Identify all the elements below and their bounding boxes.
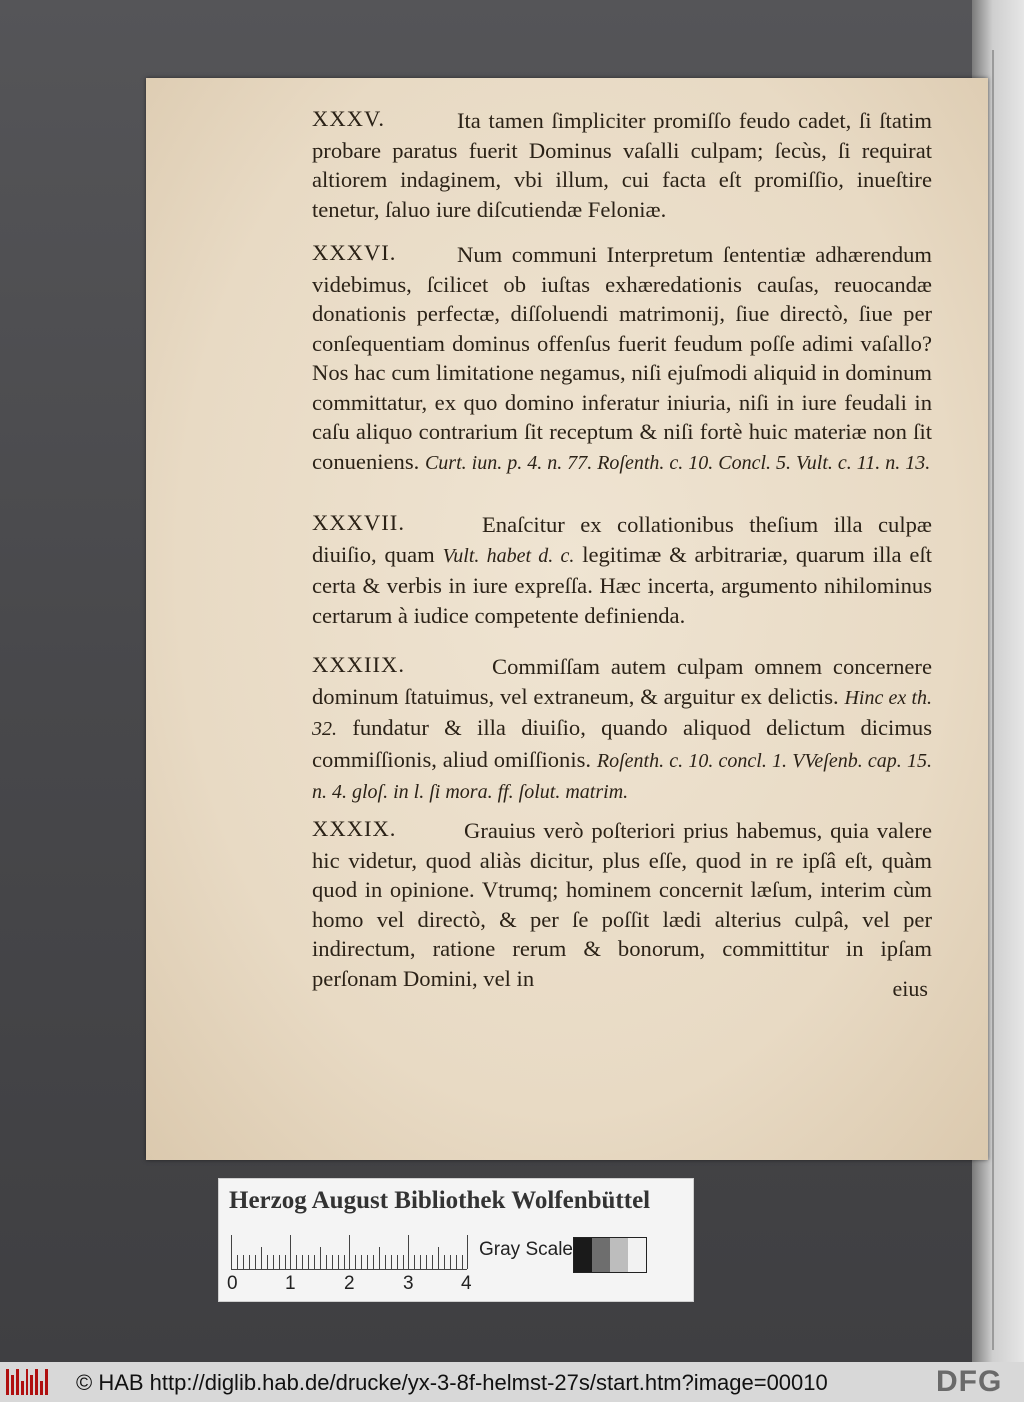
paragraph-39 bbox=[312, 816, 932, 993]
scale-ruler bbox=[231, 1235, 467, 1269]
paragraph-35 bbox=[312, 106, 932, 224]
thesis-number-38: XXXIIX. bbox=[312, 652, 405, 677]
library-color-card bbox=[218, 1178, 694, 1302]
gray-scale-swatches bbox=[573, 1237, 647, 1273]
gray-scale-label: Gray Scale bbox=[479, 1239, 573, 1260]
paragraph-38-text-b: fundatur & illa diuiſio, quando aliquod delictum dicimus commiſſionis, aliud omiſſionis. bbox=[312, 715, 932, 772]
dfg-logo: DFG bbox=[936, 1365, 1003, 1398]
source-url-link[interactable]: © HAB http://diglib.hab.de/drucke/yx-3-8f-helmst-27s/start.htm?image=00010 bbox=[76, 1370, 828, 1395]
thesis-number-39: XXXIX. bbox=[312, 816, 397, 841]
paragraph-36 bbox=[312, 240, 932, 478]
scale-number-0: 0 bbox=[227, 1273, 238, 1294]
paragraph-35-text: Ita tamen ſimpliciter promiſſo feudo cadet, ſi ſtatim probare paratus fuerit Dominus vaſalli culpam; ſecùs, ſi requirat altiorem indaginem, vbi illum, cui facta eſt promiſſio, inueſtire tenetur, ſaluo iure diſcutiendæ Feloniæ. bbox=[312, 108, 932, 222]
gray-swatch-white bbox=[628, 1238, 646, 1272]
footer-bar bbox=[0, 1362, 1024, 1402]
paragraph-37-citation: Vult. habet d. c. bbox=[442, 544, 575, 567]
library-name: Herzog August Bibliothek Wolfenbüttel bbox=[229, 1187, 651, 1214]
scale-number-3: 3 bbox=[403, 1273, 414, 1294]
paragraph-38-citation-2: Roſenth. c. 10. concl. 1. VVeſenb. cap. 15. n. 4. gloſ. in l. ſi mora. ff. ſolut. matrim. bbox=[312, 749, 932, 803]
catchword: eius bbox=[892, 976, 928, 1001]
scale-number-4: 4 bbox=[461, 1273, 472, 1294]
paragraph-38-citation-1: Hinc ex th. 32. bbox=[312, 686, 933, 740]
scale-number-2: 2 bbox=[344, 1273, 355, 1294]
hab-logo-icon bbox=[6, 1369, 48, 1395]
gray-swatch-dark bbox=[592, 1238, 610, 1272]
paragraph-39-text: Grauius verò poſteriori prius habemus, quia valere hic videtur, quod aliàs dicitur, plus eſſe, quod in re ipſâ eſt, quàm quod in opinione. Vtrumq; hominem concernit læſum, interim cùm homo vel directò, & per ſe poſſit lædi alterius culpâ, vel per indirectum, ratione rerum & bonorum, committitur in ipſam perſonam Domini, vel in bbox=[312, 818, 932, 991]
thesis-number-36: XXXVI. bbox=[312, 240, 397, 265]
scale-number-1: 1 bbox=[285, 1273, 296, 1294]
document-page bbox=[146, 78, 988, 1160]
paragraph-37-text-a: Enaſcitur ex collationibus theſium illa culpæ diuiſio, quam bbox=[312, 512, 932, 567]
paragraph-38 bbox=[312, 652, 932, 808]
gray-swatch-black bbox=[574, 1238, 592, 1272]
paragraph-37 bbox=[312, 510, 932, 630]
paragraph-38-text-a: Commiſſam autem culpam omnem concernere dominum ſtatuimus, vel extraneum, & arguitur ex delictis. bbox=[312, 654, 932, 709]
paragraph-36-citation: Curt. iun. p. 4. n. 77. Roſenth. c. 10. Concl. 5. Vult. c. 11. n. 13. bbox=[424, 451, 931, 474]
thesis-number-37: XXXVII. bbox=[312, 510, 405, 535]
paragraph-37-text-b: legitimæ & arbitrariæ, quarum illa eſt certa & verbis in iure expreſſa. Hæc incerta, argumento nihilominus certarum à iudice competente definienda. bbox=[312, 541, 933, 628]
thesis-number-35: XXXV. bbox=[312, 106, 386, 131]
gray-swatch-light bbox=[610, 1238, 628, 1272]
paragraph-36-text: Num communi Interpretum ſententiæ adhærendum videbimus, ſcilicet ob iuſtas exhæredationis cauſas, reuocandæ donationis perfectæ, diſſoluendi matrimonij, ſiue directò, ſiue per conſequentiam dominus offenſus fuerit feudum poſſe adimi vaſallo? Nos hac cum limitatione negamus, niſi ejuſmodi aliquid in dominum committatur, ex quo domino inferatur iniuria, niſi in iure feudali in caſu aliquo contrarium ſit receptum & niſi fortè huic materiæ non ſit conueniens. bbox=[312, 242, 932, 474]
